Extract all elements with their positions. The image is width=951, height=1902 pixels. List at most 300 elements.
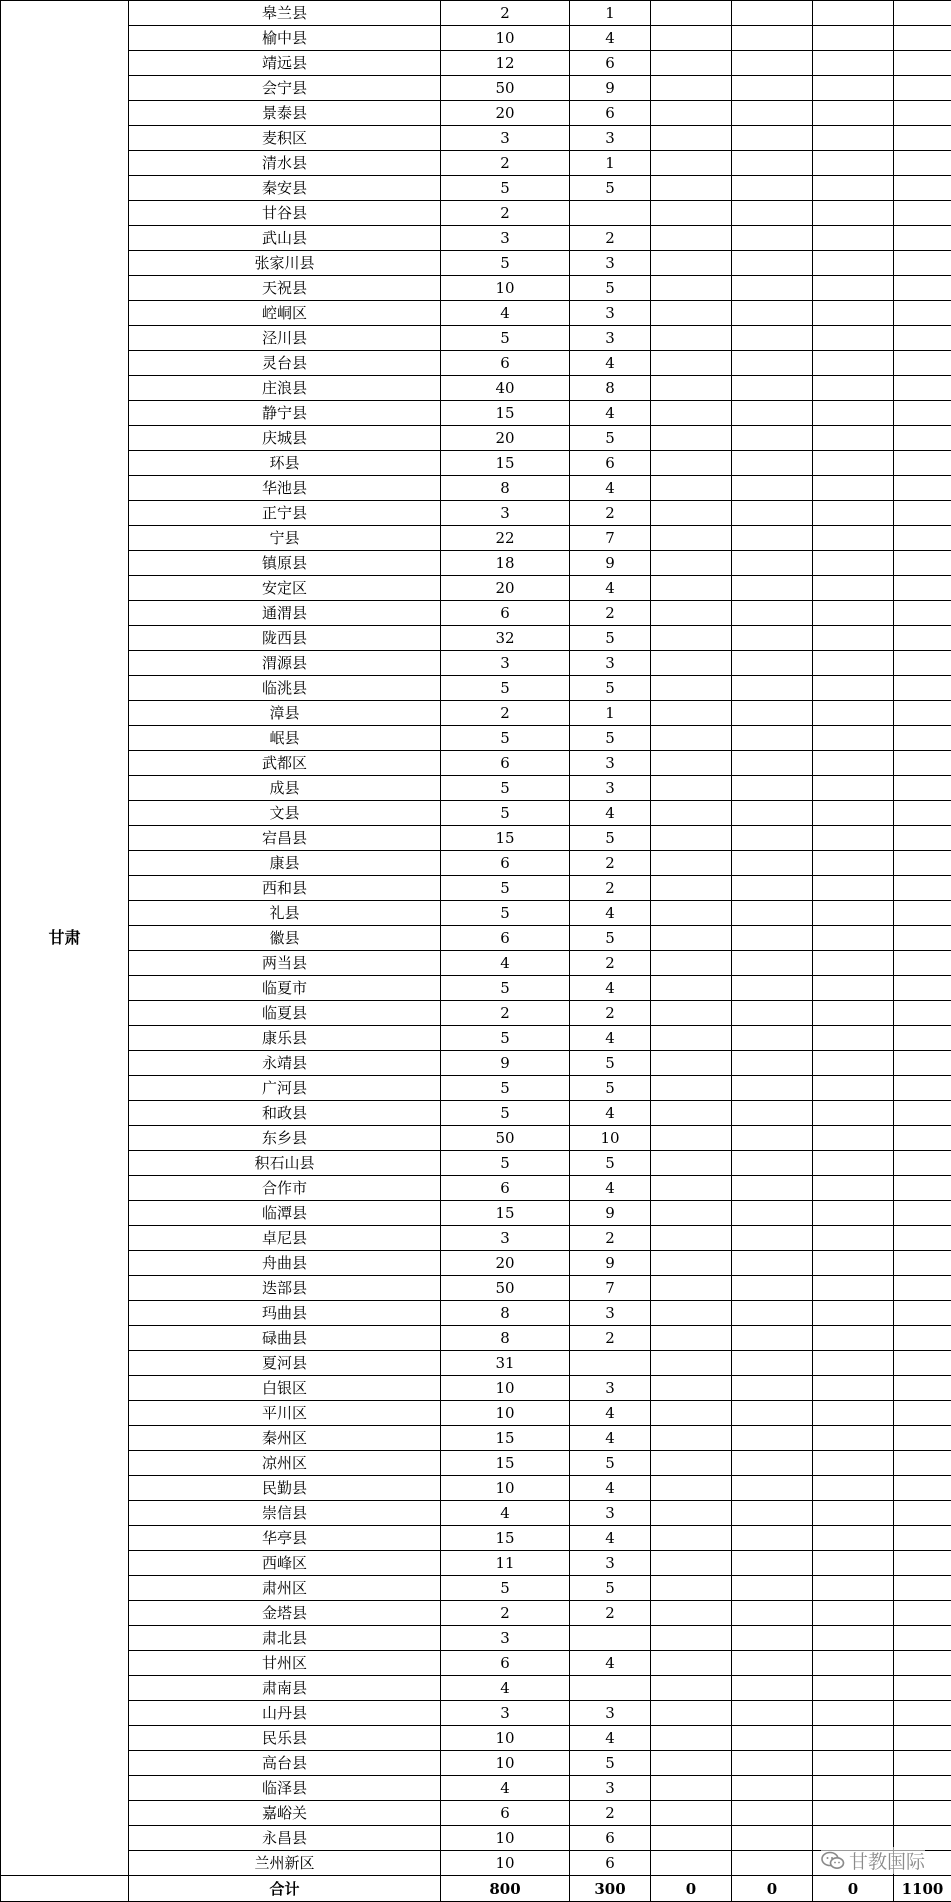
count-a-cell: 4 <box>441 951 570 976</box>
empty-cell <box>813 826 894 851</box>
count-b-cell: 3 <box>570 1376 651 1401</box>
empty-cell <box>813 1401 894 1426</box>
empty-cell <box>651 576 732 601</box>
empty-cell <box>813 901 894 926</box>
empty-cell <box>813 1676 894 1701</box>
count-a-cell: 2 <box>441 1 570 26</box>
empty-cell <box>651 976 732 1001</box>
empty-cell <box>732 1101 813 1126</box>
count-b-cell: 2 <box>570 851 651 876</box>
empty-cell <box>813 1451 894 1476</box>
county-name-cell: 秦州区 <box>129 1426 441 1451</box>
table-row <box>1 276 951 301</box>
empty-cell <box>651 1826 732 1851</box>
empty-cell <box>894 1451 951 1476</box>
count-a-cell: 5 <box>441 776 570 801</box>
empty-cell <box>732 301 813 326</box>
county-name-cell: 西峰区 <box>129 1551 441 1576</box>
empty-cell <box>651 1301 732 1326</box>
count-a-cell: 18 <box>441 551 570 576</box>
table-row <box>1 376 951 401</box>
county-name-cell: 临夏县 <box>129 1001 441 1026</box>
count-a-cell: 31 <box>441 1351 570 1376</box>
empty-cell <box>651 1401 732 1426</box>
empty-cell <box>732 576 813 601</box>
empty-cell <box>732 1351 813 1376</box>
empty-cell <box>813 426 894 451</box>
empty-cell <box>732 776 813 801</box>
empty-cell <box>894 401 951 426</box>
empty-cell <box>813 1251 894 1276</box>
empty-cell <box>813 1176 894 1201</box>
county-name-cell: 两当县 <box>129 951 441 976</box>
empty-cell <box>651 826 732 851</box>
empty-cell <box>813 1326 894 1351</box>
table-row <box>1 1701 951 1726</box>
count-b-cell <box>570 201 651 226</box>
table-row <box>1 1751 951 1776</box>
count-a-cell: 6 <box>441 851 570 876</box>
empty-cell <box>732 1551 813 1576</box>
count-a-cell: 2 <box>441 1601 570 1626</box>
empty-cell <box>732 1826 813 1851</box>
count-b-cell: 4 <box>570 1426 651 1451</box>
count-a-cell: 6 <box>441 751 570 776</box>
count-b-cell: 5 <box>570 1076 651 1101</box>
empty-cell <box>732 601 813 626</box>
empty-cell <box>732 1126 813 1151</box>
table-row <box>1 901 951 926</box>
empty-cell <box>813 601 894 626</box>
empty-cell <box>894 226 951 251</box>
count-b-cell: 3 <box>570 126 651 151</box>
empty-cell <box>813 1101 894 1126</box>
empty-cell <box>732 451 813 476</box>
count-b-cell: 2 <box>570 1001 651 1026</box>
empty-cell <box>813 951 894 976</box>
table-row <box>1 126 951 151</box>
count-a-cell: 3 <box>441 126 570 151</box>
empty-cell <box>651 626 732 651</box>
county-name-cell: 秦安县 <box>129 176 441 201</box>
empty-cell <box>732 1776 813 1801</box>
table-row <box>1 1626 951 1651</box>
empty-cell <box>894 326 951 351</box>
empty-cell <box>651 301 732 326</box>
table-row <box>1 226 951 251</box>
count-b-cell: 6 <box>570 101 651 126</box>
count-b-cell: 5 <box>570 676 651 701</box>
county-name-cell: 民勤县 <box>129 1476 441 1501</box>
empty-cell <box>813 651 894 676</box>
county-name-cell: 宁县 <box>129 526 441 551</box>
empty-cell <box>813 1601 894 1626</box>
count-b-cell: 4 <box>570 1401 651 1426</box>
empty-cell <box>651 1776 732 1801</box>
table-row <box>1 676 951 701</box>
empty-cell <box>813 1276 894 1301</box>
empty-cell <box>813 851 894 876</box>
empty-cell <box>732 1001 813 1026</box>
empty-cell <box>894 101 951 126</box>
count-a-cell: 50 <box>441 76 570 101</box>
count-b-cell: 5 <box>570 926 651 951</box>
table-row <box>1 926 951 951</box>
empty-cell <box>651 651 732 676</box>
empty-cell <box>651 1851 732 1876</box>
empty-cell <box>732 226 813 251</box>
empty-cell <box>894 551 951 576</box>
table-row <box>1 1851 951 1876</box>
empty-cell <box>813 876 894 901</box>
empty-cell <box>894 1301 951 1326</box>
empty-cell <box>732 676 813 701</box>
count-a-cell: 6 <box>441 1651 570 1676</box>
count-b-cell: 9 <box>570 551 651 576</box>
empty-cell <box>894 451 951 476</box>
table-row <box>1 1026 951 1051</box>
empty-cell <box>894 701 951 726</box>
empty-cell <box>732 651 813 676</box>
county-name-cell: 甘州区 <box>129 1651 441 1676</box>
county-name-cell: 嘉峪关 <box>129 1801 441 1826</box>
empty-cell <box>894 1326 951 1351</box>
count-b-cell: 2 <box>570 1226 651 1251</box>
empty-cell <box>813 1576 894 1601</box>
count-a-cell: 5 <box>441 1576 570 1601</box>
empty-cell <box>894 726 951 751</box>
empty-cell <box>813 101 894 126</box>
count-a-cell: 8 <box>441 1301 570 1326</box>
empty-cell <box>813 1201 894 1226</box>
count-a-cell: 8 <box>441 1326 570 1351</box>
empty-cell <box>651 176 732 201</box>
empty-cell <box>651 776 732 801</box>
county-name-cell: 临泽县 <box>129 1776 441 1801</box>
table-row <box>1 1676 951 1701</box>
count-a-cell: 20 <box>441 1251 570 1276</box>
empty-cell <box>651 1801 732 1826</box>
empty-cell <box>813 376 894 401</box>
table-row <box>1 251 951 276</box>
county-name-cell: 迭部县 <box>129 1276 441 1301</box>
count-a-cell: 4 <box>441 1676 570 1701</box>
empty-cell <box>732 326 813 351</box>
county-name-cell: 清水县 <box>129 151 441 176</box>
empty-cell <box>894 1776 951 1801</box>
table-row <box>1 1251 951 1276</box>
empty-cell <box>732 1151 813 1176</box>
empty-cell <box>813 1126 894 1151</box>
count-a-cell: 6 <box>441 351 570 376</box>
county-name-cell: 陇西县 <box>129 626 441 651</box>
empty-cell <box>732 1651 813 1676</box>
count-b-cell: 4 <box>570 1026 651 1051</box>
count-b-cell: 5 <box>570 1576 651 1601</box>
count-a-cell: 4 <box>441 301 570 326</box>
count-b-cell: 9 <box>570 1201 651 1226</box>
count-b-cell: 4 <box>570 1176 651 1201</box>
empty-cell <box>651 601 732 626</box>
table-row <box>1 401 951 426</box>
count-a-cell: 15 <box>441 1426 570 1451</box>
county-name-cell: 渭源县 <box>129 651 441 676</box>
empty-cell <box>651 1151 732 1176</box>
count-a-cell: 9 <box>441 1051 570 1076</box>
county-name-cell: 崆峒区 <box>129 301 441 326</box>
count-a-cell: 5 <box>441 251 570 276</box>
count-a-cell: 4 <box>441 1501 570 1526</box>
count-a-cell: 5 <box>441 801 570 826</box>
county-name-cell: 民乐县 <box>129 1726 441 1751</box>
empty-cell <box>732 1626 813 1651</box>
empty-cell <box>651 1376 732 1401</box>
count-a-cell: 2 <box>441 201 570 226</box>
county-name-cell: 崇信县 <box>129 1501 441 1526</box>
count-b-cell: 6 <box>570 51 651 76</box>
empty-cell <box>894 926 951 951</box>
table-row <box>1 826 951 851</box>
empty-cell <box>894 1351 951 1376</box>
empty-cell <box>813 276 894 301</box>
empty-cell <box>651 201 732 226</box>
count-b-cell: 4 <box>570 1476 651 1501</box>
empty-cell <box>894 826 951 851</box>
empty-cell <box>732 1751 813 1776</box>
county-name-cell: 积石山县 <box>129 1151 441 1176</box>
empty-cell <box>813 476 894 501</box>
empty-cell <box>732 1301 813 1326</box>
count-a-cell: 10 <box>441 1751 570 1776</box>
count-a-cell: 10 <box>441 276 570 301</box>
table-row <box>1 1826 951 1851</box>
empty-cell <box>651 1651 732 1676</box>
count-b-cell: 4 <box>570 1726 651 1751</box>
empty-cell <box>894 1026 951 1051</box>
county-name-cell: 环县 <box>129 451 441 476</box>
empty-cell <box>894 426 951 451</box>
empty-cell <box>894 501 951 526</box>
count-b-cell: 9 <box>570 1251 651 1276</box>
count-a-cell: 2 <box>441 151 570 176</box>
count-a-cell: 5 <box>441 1151 570 1176</box>
empty-cell <box>732 1176 813 1201</box>
count-b-cell: 5 <box>570 176 651 201</box>
county-name-cell: 景泰县 <box>129 101 441 126</box>
count-a-cell: 15 <box>441 401 570 426</box>
empty-cell <box>894 1151 951 1176</box>
empty-cell <box>894 1426 951 1451</box>
count-a-cell: 3 <box>441 1701 570 1726</box>
table-row <box>1 76 951 101</box>
empty-cell <box>894 176 951 201</box>
table-row <box>1 351 951 376</box>
county-name-cell: 和政县 <box>129 1101 441 1126</box>
empty-cell <box>894 1251 951 1276</box>
county-name-cell: 凉州区 <box>129 1451 441 1476</box>
table-row <box>1 326 951 351</box>
count-b-cell: 7 <box>570 1276 651 1301</box>
county-name-cell: 武山县 <box>129 226 441 251</box>
count-a-cell: 5 <box>441 976 570 1001</box>
empty-cell <box>894 376 951 401</box>
table-row <box>1 101 951 126</box>
count-b-cell <box>570 1351 651 1376</box>
county-name-cell: 玛曲县 <box>129 1301 441 1326</box>
empty-cell <box>894 1551 951 1576</box>
empty-cell <box>813 126 894 151</box>
empty-cell <box>732 901 813 926</box>
empty-cell <box>732 1276 813 1301</box>
count-a-cell: 10 <box>441 26 570 51</box>
empty-cell <box>651 1176 732 1201</box>
empty-cell <box>894 1226 951 1251</box>
empty-cell <box>651 1276 732 1301</box>
table-row <box>1 426 951 451</box>
table-row <box>1 801 951 826</box>
empty-cell <box>732 751 813 776</box>
count-a-cell: 10 <box>441 1826 570 1851</box>
empty-cell <box>732 801 813 826</box>
count-b-cell: 3 <box>570 1301 651 1326</box>
empty-cell <box>651 226 732 251</box>
empty-cell <box>894 576 951 601</box>
empty-cell <box>813 226 894 251</box>
empty-cell <box>651 501 732 526</box>
county-name-cell: 张家川县 <box>129 251 441 276</box>
empty-cell <box>651 1451 732 1476</box>
empty-cell <box>732 1076 813 1101</box>
count-a-cell: 20 <box>441 101 570 126</box>
count-b-cell: 9 <box>570 76 651 101</box>
empty-cell <box>651 76 732 101</box>
table-body <box>1 1 951 1902</box>
count-b-cell: 1 <box>570 701 651 726</box>
county-name-cell: 会宁县 <box>129 76 441 101</box>
empty-cell <box>813 1751 894 1776</box>
empty-cell <box>894 1576 951 1601</box>
table-row <box>1 1351 951 1376</box>
count-a-cell: 5 <box>441 326 570 351</box>
table-row <box>1 1276 951 1301</box>
count-a-cell: 15 <box>441 1201 570 1226</box>
count-b-cell: 5 <box>570 1151 651 1176</box>
empty-cell <box>894 1376 951 1401</box>
table-row <box>1 51 951 76</box>
total-c-cell: 0 <box>651 1876 732 1902</box>
count-a-cell: 3 <box>441 1226 570 1251</box>
empty-cell <box>894 1676 951 1701</box>
total-row <box>1 1876 951 1902</box>
county-name-cell: 山丹县 <box>129 1701 441 1726</box>
empty-cell <box>732 26 813 51</box>
table-row <box>1 1576 951 1601</box>
total-b-cell: 300 <box>570 1876 651 1902</box>
count-b-cell: 1 <box>570 151 651 176</box>
count-b-cell: 2 <box>570 601 651 626</box>
county-name-cell: 广河县 <box>129 1076 441 1101</box>
count-a-cell: 5 <box>441 1026 570 1051</box>
empty-cell <box>651 426 732 451</box>
empty-cell <box>813 801 894 826</box>
count-a-cell: 8 <box>441 476 570 501</box>
count-b-cell: 6 <box>570 451 651 476</box>
empty-cell <box>651 26 732 51</box>
empty-cell <box>894 201 951 226</box>
empty-cell <box>894 1501 951 1526</box>
empty-cell <box>894 251 951 276</box>
empty-cell <box>813 576 894 601</box>
empty-cell <box>894 751 951 776</box>
empty-cell <box>651 126 732 151</box>
empty-cell <box>732 826 813 851</box>
empty-cell <box>813 701 894 726</box>
count-b-cell: 3 <box>570 1701 651 1726</box>
count-a-cell: 15 <box>441 826 570 851</box>
county-name-cell: 静宁县 <box>129 401 441 426</box>
count-a-cell: 3 <box>441 1626 570 1651</box>
table-row <box>1 701 951 726</box>
table-row <box>1 201 951 226</box>
count-b-cell: 4 <box>570 976 651 1001</box>
empty-cell <box>651 1676 732 1701</box>
empty-cell <box>813 1351 894 1376</box>
count-b-cell: 6 <box>570 1826 651 1851</box>
empty-cell <box>813 151 894 176</box>
empty-cell <box>813 1776 894 1801</box>
count-b-cell: 7 <box>570 526 651 551</box>
empty-cell <box>894 1476 951 1501</box>
empty-cell <box>651 1576 732 1601</box>
empty-cell <box>732 76 813 101</box>
table-row <box>1 1 951 26</box>
count-b-cell: 5 <box>570 726 651 751</box>
count-a-cell: 22 <box>441 526 570 551</box>
empty-cell <box>651 801 732 826</box>
empty-cell <box>813 1026 894 1051</box>
table-row <box>1 1001 951 1026</box>
count-b-cell: 5 <box>570 276 651 301</box>
empty-cell <box>732 1201 813 1226</box>
table-row <box>1 1401 951 1426</box>
empty-cell <box>894 351 951 376</box>
county-name-cell: 合作市 <box>129 1176 441 1201</box>
empty-cell <box>894 476 951 501</box>
table-row <box>1 1726 951 1751</box>
empty-cell <box>732 476 813 501</box>
count-a-cell: 5 <box>441 901 570 926</box>
county-name-cell: 灵台县 <box>129 351 441 376</box>
count-b-cell: 4 <box>570 576 651 601</box>
table-row <box>1 951 951 976</box>
count-a-cell: 4 <box>441 1776 570 1801</box>
count-a-cell: 10 <box>441 1376 570 1401</box>
empty-cell <box>732 626 813 651</box>
empty-cell <box>894 876 951 901</box>
count-a-cell: 5 <box>441 876 570 901</box>
empty-cell <box>651 1501 732 1526</box>
count-a-cell: 6 <box>441 1176 570 1201</box>
empty-cell <box>651 551 732 576</box>
table-row <box>1 1226 951 1251</box>
empty-cell <box>651 876 732 901</box>
empty-cell <box>651 926 732 951</box>
empty-cell <box>813 201 894 226</box>
empty-cell <box>813 1426 894 1451</box>
empty-cell <box>894 1276 951 1301</box>
empty-cell <box>732 351 813 376</box>
empty-cell <box>813 326 894 351</box>
